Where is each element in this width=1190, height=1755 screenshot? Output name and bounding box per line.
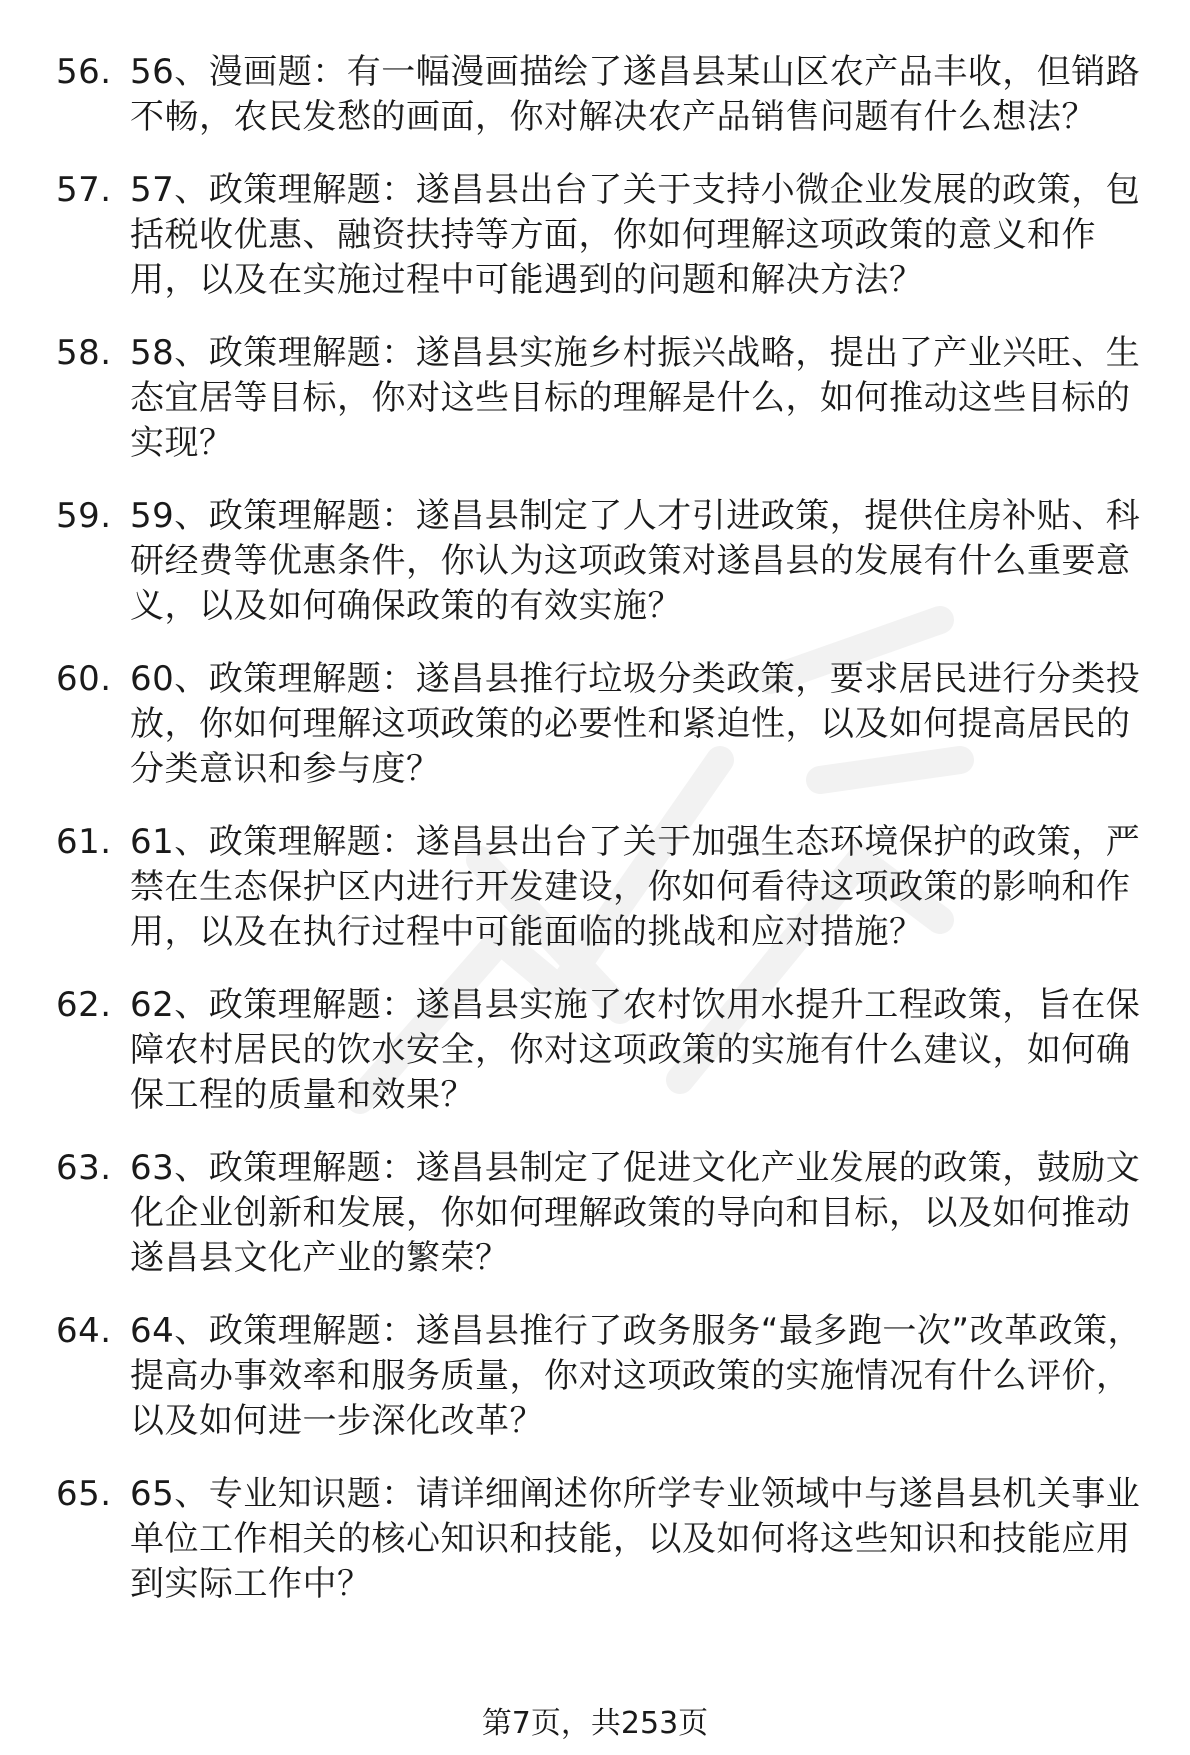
question-number: 58. [56, 333, 112, 373]
question-number: 62. [56, 985, 112, 1025]
question-text: 64、政策理解题：遂昌县推行了政务服务“最多跑一次”改革政策，提高办事效率和服务质量，你对这项政策的实施情况有什么评价，以及如何进一步深化改革？ [130, 1311, 1142, 1441]
question-text: 59、政策理解题：遂昌县制定了人才引进政策，提供住房补贴、科研经费等优惠条件，你认为这项政策对遂昌县的发展有什么重要意义，以及如何确保政策的有效实施？ [130, 496, 1141, 626]
question-item [56, 1146, 1146, 1281]
question-number: 63. [56, 1148, 112, 1188]
question-item [56, 1309, 1146, 1444]
question-number: 56. [56, 52, 112, 92]
question-text: 63、政策理解题：遂昌县制定了促进文化产业发展的政策，鼓励文化企业创新和发展，你如何理解政策的导向和目标，以及如何推动遂昌县文化产业的繁荣？ [130, 1148, 1141, 1278]
page-number-label: 第7页，共253页 [481, 1706, 709, 1741]
question-number: 57. [56, 170, 112, 210]
question-text: 60、政策理解题：遂昌县推行垃圾分类政策，要求居民进行分类投放，你如何理解这项政策的必要性和紧迫性，以及如何提高居民的分类意识和参与度？ [130, 659, 1141, 789]
question-text: 58、政策理解题：遂昌县实施乡村振兴战略，提出了产业兴旺、生态宜居等目标，你对这些目标的理解是什么，如何推动这些目标的实现？ [130, 333, 1141, 463]
question-text: 56、漫画题：有一幅漫画描绘了遂昌县某山区农产品丰收，但销路不畅，农民发愁的画面，你对解决农产品销售问题有什么想法？ [130, 52, 1141, 137]
question-number: 59. [56, 496, 112, 536]
question-text: 65、专业知识题：请详细阐述你所学专业领域中与遂昌县机关事业单位工作相关的核心知识和技能，以及如何将这些知识和技能应用到实际工作中？ [130, 1474, 1141, 1604]
page-footer [0, 1706, 1190, 1742]
question-item [56, 50, 1146, 140]
question-number: 61. [56, 822, 112, 862]
question-item [56, 657, 1146, 792]
question-text: 62、政策理解题：遂昌县实施了农村饮用水提升工程政策，旨在保障农村居民的饮水安全，你对这项政策的实施有什么建议，如何确保工程的质量和效果？ [130, 985, 1141, 1115]
question-list [56, 50, 1146, 1635]
question-item [56, 820, 1146, 955]
question-item [56, 1472, 1146, 1607]
question-item [56, 168, 1146, 303]
question-number: 65. [56, 1474, 112, 1514]
question-text: 57、政策理解题：遂昌县出台了关于支持小微企业发展的政策，包括税收优惠、融资扶持等方面，你如何理解这项政策的意义和作用，以及在实施过程中可能遇到的问题和解决方法？ [130, 170, 1141, 300]
question-number: 64. [56, 1311, 112, 1351]
question-item [56, 494, 1146, 629]
question-text: 61、政策理解题：遂昌县出台了关于加强生态环境保护的政策，严禁在生态保护区内进行开发建设，你如何看待这项政策的影响和作用，以及在执行过程中可能面临的挑战和应对措施？ [130, 822, 1141, 952]
question-item [56, 331, 1146, 466]
question-item [56, 983, 1146, 1118]
question-number: 60. [56, 659, 112, 699]
